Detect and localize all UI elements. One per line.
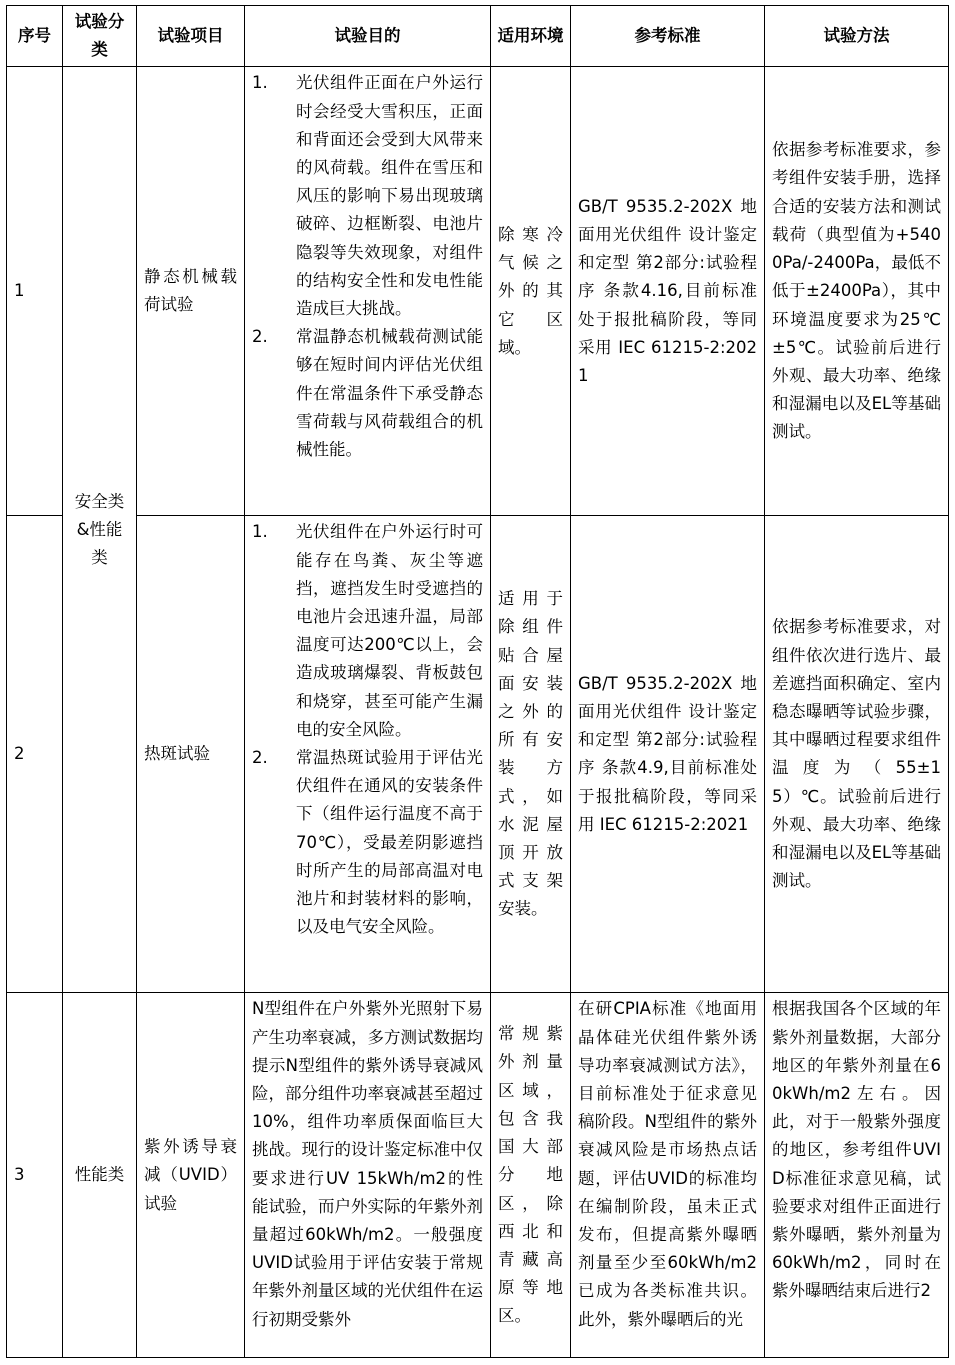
point-number: 2. <box>252 327 268 347</box>
header-item: 试验项目 <box>137 6 245 67</box>
header-row <box>7 6 949 67</box>
row-number: 3 <box>7 993 63 1358</box>
standard-cell <box>571 993 765 1358</box>
standard-cell: GB/T 9535.2-202X 地面用光伏组件 设计鉴定和定型 第2部分:试验程序 条款4.9,目前标准处于报批稿阶段，等同采用 IEC 61215-2:2021 <box>571 516 765 993</box>
test-table <box>6 5 949 1358</box>
environment-cell: 适用于除组件贴合屋面安装之外的所有安装方式，如水泥屋顶开放式支架安装。 <box>491 516 571 993</box>
category-cell: 安全类&性能类 <box>63 67 137 993</box>
row-number: 1 <box>7 67 63 516</box>
item-name: 静态机械载荷试验 <box>137 67 245 516</box>
table-row <box>7 993 949 1358</box>
purpose-cell <box>245 67 491 516</box>
item-name: 紫外诱导衰减（UVID）试验 <box>137 993 245 1358</box>
purpose-point <box>252 518 483 744</box>
environment-cell: 除寒冷气候之外的其它区域。 <box>491 67 571 516</box>
header-no: 序号 <box>7 6 63 67</box>
method-cell: 依据参考标准要求，对组件依次进行选片、最差遮挡面积确定、室内稳态曝晒等试验步骤，其中曝晒过程要求组件温度为（55±15）℃。试验前后进行外观、最大功率、绝缘和湿漏电以及EL等基础测试。 <box>765 516 949 993</box>
point-text: 光伏组件在户外运行时可能存在鸟粪、灰尘等遮挡，遮挡发生时受遮挡的电池片会迅速升温，局部温度可达200℃以上，会造成玻璃爆裂、背板鼓包和烧穿，甚至可能产生漏电的安全风险。 <box>296 522 483 739</box>
environment-cell: 常规紫外剂量区域，包含我国大部分地区，除西北和青藏高原等地区。 <box>491 993 571 1358</box>
table-row <box>7 67 949 516</box>
point-number: 1. <box>252 522 268 542</box>
purpose-point <box>252 744 483 941</box>
header-method: 试验方法 <box>765 6 949 67</box>
point-text: 光伏组件正面在户外运行时会经受大雪积压，正面和背面还会受到大风带来的风荷载。组件在雪压和风压的影响下易出现玻璃破碎、边框断裂、电池片隐裂等失效现象，对组件的结构安全性和发电性能造成巨大挑战。 <box>296 73 483 319</box>
category-cell: 性能类 <box>63 993 137 1358</box>
header-standard: 参考标准 <box>571 6 765 67</box>
purpose-point <box>252 69 483 323</box>
method-cell: 依据参考标准要求，参考组件安装手册，选择合适的安装方法和测试载荷（典型值为+5400Pa/-2400Pa，最低不低于±2400Pa），其中环境温度要求为25℃±5℃。试验前后进行外观、最大功率、绝缘和湿漏电以及EL等基础测试。 <box>765 67 949 516</box>
method-cell <box>765 993 949 1358</box>
point-number: 1. <box>252 73 268 93</box>
purpose-text: N型组件在户外紫外光照射下易产生功率衰减，多方测试数据均提示N型组件的紫外诱导衰减风险，部分组件功率衰减甚至超过10%，组件功率质保面临巨大挑战。现行的设计鉴定标准中仅要求进行UV 15kWh/m2的性能试验，而户外实际的年紫外剂量超过60kWh/m2。一般强度UVID试验用于评估安装于常规年紫外剂量区域的光伏组件在运行初期受紫外 <box>252 999 483 1329</box>
item-name: 热斑试验 <box>137 516 245 993</box>
purpose-cell <box>245 516 491 993</box>
point-text: 常温静态机械载荷测试能够在短时间内评估光伏组件在常温条件下承受静态雪荷载与风荷载组合的机械性能。 <box>296 327 483 460</box>
header-purpose: 试验目的 <box>245 6 491 67</box>
purpose-point <box>252 323 483 464</box>
method-text: 根据我国各个区域的年紫外剂量数据，大部分地区的年紫外剂量在60kWh/m2左右。因此，对于一般紫外强度的地区，参考组件UVID标准征求意见稿，试验要求对组件正面进行紫外曝晒，紫外剂量为60kWh/m2，同时在紫外曝晒结束后进行2 <box>772 999 941 1301</box>
standard-cell: GB/T 9535.2-202X 地面用光伏组件 设计鉴定和定型 第2部分:试验程序 条款4.16,目前标准处于报批稿阶段，等同采用 IEC 61215-2:2021 <box>571 67 765 516</box>
row-number: 2 <box>7 516 63 993</box>
standard-text: 在研CPIA标准《地面用晶体硅光伏组件紫外诱导功率衰减测试方法》，目前标准处于征求意见稿阶段。N型组件的紫外衰减风险是市场热点话题，评估UVID的标准均在编制阶段，虽未正式发布，但提高紫外曝晒剂量至少至60kWh/m2已成为各类标准共识。此外，紫外曝晒后的光 <box>578 999 757 1329</box>
table-row <box>7 516 949 993</box>
point-text: 常温热斑试验用于评估光伏组件在通风的安装条件下（组件运行温度不高于70℃），受最差阴影遮挡时所产生的局部高温对电池片和封装材料的影响，以及电气安全风险。 <box>296 748 483 937</box>
header-category: 试验分类 <box>63 6 137 67</box>
purpose-cell <box>245 993 491 1358</box>
point-number: 2. <box>252 748 268 768</box>
header-environment: 适用环境 <box>491 6 571 67</box>
